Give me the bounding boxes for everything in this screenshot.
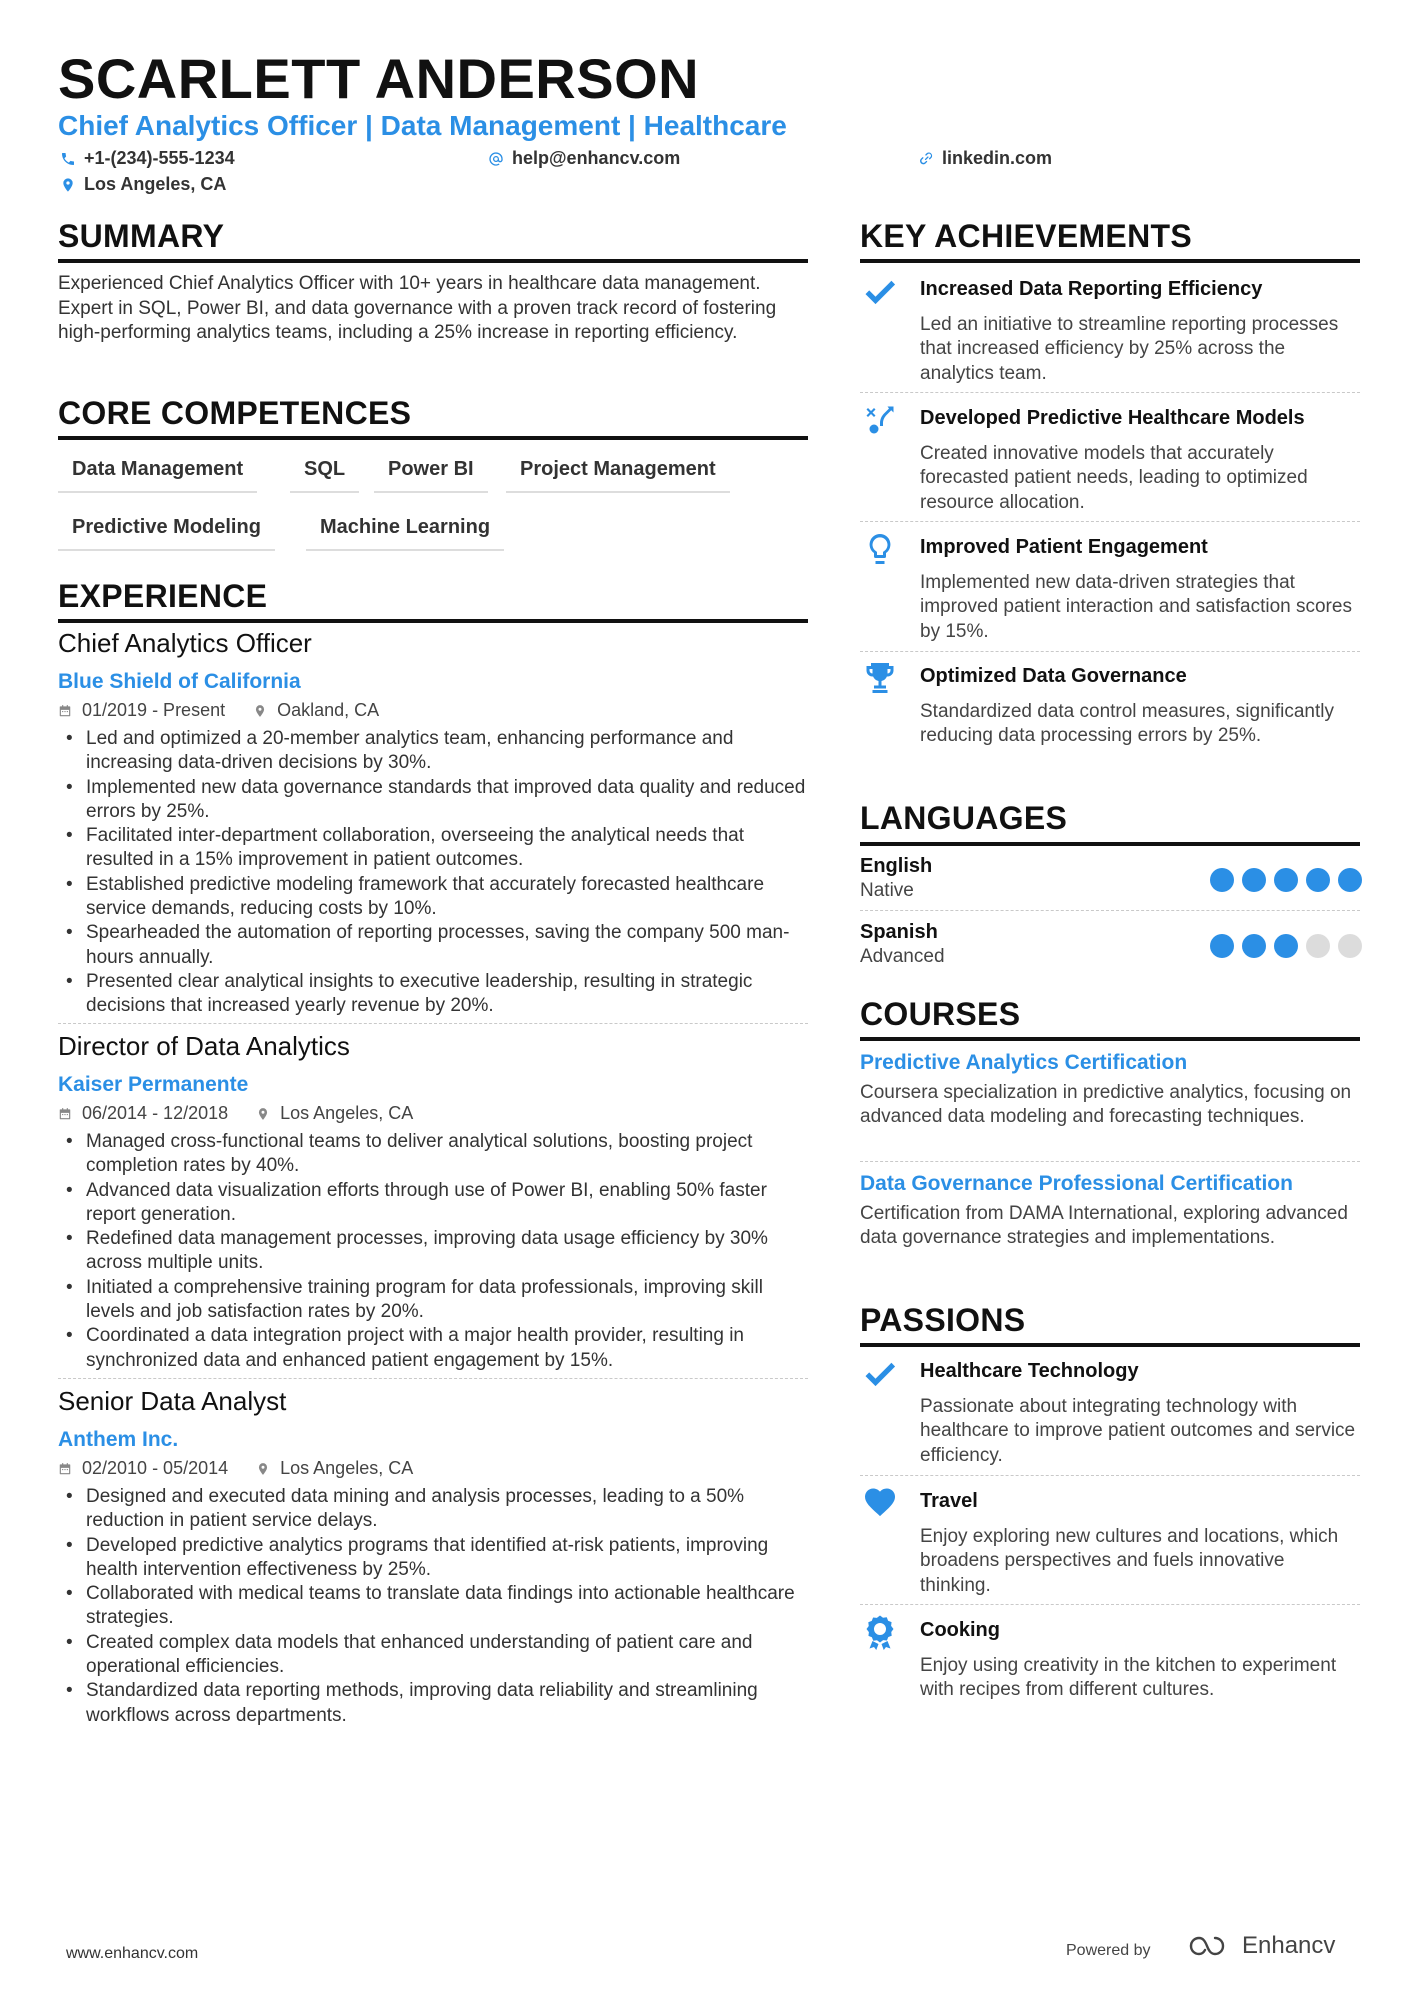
footer-website[interactable]: www.enhancv.com xyxy=(66,1945,199,1962)
list-item: • Established predictive modeling framework that accurately forecasted healthcare service demands, reducing costs by 10%. xyxy=(58,873,808,922)
list-item: • Created complex data models that enhanced understanding of patient care and operational efficiencies. xyxy=(58,1631,808,1680)
rating-dot-filled xyxy=(1210,868,1234,892)
list-item: • Designed and executed data mining and analysis processes, leading to a 50% reduction in patient service delays. xyxy=(58,1485,808,1534)
competence-tag: Data Management xyxy=(58,458,257,493)
heart-icon xyxy=(862,1484,898,1520)
experience-heading: EXPERIENCE xyxy=(58,578,268,614)
passion-desc: Passionate about integrating technology with healthcare to improve patient outcomes and service efficiency. xyxy=(920,1396,1356,1466)
location-pin-icon xyxy=(256,1107,270,1121)
summary-divider xyxy=(58,259,808,263)
achievement-desc: Created innovative models that accurately forecasted patient needs, leading to optimized resource allocation. xyxy=(920,443,1308,513)
list-item: • Spearheaded the automation of reporting processes, saving the company 500 man-hours annually. xyxy=(58,921,808,970)
award-ribbon-icon xyxy=(862,1614,898,1650)
competences-heading: CORE COMPETENCES xyxy=(58,395,412,431)
phone-text: +1-(234)-555-1234 xyxy=(84,148,235,168)
contact-phone xyxy=(60,148,235,169)
contact-location xyxy=(60,174,226,195)
rating-dot-filled xyxy=(1274,868,1298,892)
list-item: • Presented clear analytical insights to executive leadership, resulting in strategic decisions that increased yearly revenue by 20%. xyxy=(58,970,808,1019)
experience-divider xyxy=(58,619,808,623)
rating-dot-filled xyxy=(1338,868,1362,892)
contact-email[interactable] xyxy=(488,148,680,169)
list-item: • Implemented new data governance standards that improved data quality and reduced errors by 25%. xyxy=(58,776,808,825)
calendar-icon xyxy=(58,1107,72,1121)
passion-title: Healthcare Technology xyxy=(920,1360,1139,1382)
job-bullets xyxy=(58,1485,808,1728)
passion-desc: Enjoy using creativity in the kitchen to experiment with recipes from different cultures. xyxy=(920,1655,1337,1701)
location-pin-icon xyxy=(253,704,267,718)
footer-brand[interactable] xyxy=(1188,1932,1335,1960)
passion-separator xyxy=(860,1604,1360,1605)
candidate-name: SCARLETT ANDERSON xyxy=(58,47,700,110)
company-name: Anthem Inc. xyxy=(58,1428,179,1451)
course-separator xyxy=(860,1161,1360,1162)
job-bullets xyxy=(58,1130,808,1373)
footer-powered-by: Powered by xyxy=(1066,1942,1151,1959)
passions-divider xyxy=(860,1343,1360,1347)
location-pin-icon xyxy=(60,177,76,193)
competence-tag: Power BI xyxy=(374,458,488,493)
enhancv-logo-icon xyxy=(1188,1933,1234,1959)
location-pin-icon xyxy=(256,1462,270,1476)
checkmark-icon xyxy=(862,274,898,310)
language-separator xyxy=(860,910,1360,911)
email-text[interactable]: help@enhancv.com xyxy=(512,148,681,168)
list-item: • Coordinated a data integration project with a major health provider, resulting in synchronized data and enhanced patient engagement by 15%. xyxy=(58,1324,808,1373)
summary-text: Experienced Chief Analytics Officer with 10+ years in healthcare data management. Expert in SQL, Power BI, and data governance with a proven track record of fostering high-performing analytics teams, including a 25% increase in reporting efficiency. xyxy=(58,273,777,343)
list-item: • Advanced data visualization efforts through use of Power BI, enabling 50% faster report generation. xyxy=(58,1179,808,1228)
rating-dot-empty xyxy=(1338,934,1362,958)
company-name: Kaiser Permanente xyxy=(58,1073,249,1096)
contact-linkedin[interactable] xyxy=(918,148,1052,169)
job-title: Director of Data Analytics xyxy=(58,1031,350,1061)
language-rating xyxy=(1210,868,1362,892)
list-item: • Redefined data management processes, improving data usage efficiency by 30% across multiple units. xyxy=(58,1227,808,1276)
trophy-icon xyxy=(862,660,898,696)
language-name: Spanish xyxy=(860,921,938,943)
linkedin-text[interactable]: linkedin.com xyxy=(942,148,1053,168)
achievement-title: Developed Predictive Healthcare Models xyxy=(920,407,1305,429)
rating-dot-filled xyxy=(1306,868,1330,892)
competence-tag: SQL xyxy=(290,458,359,493)
job-meta xyxy=(58,1458,413,1479)
job-meta xyxy=(58,700,379,721)
passions-heading: PASSIONS xyxy=(860,1302,1026,1338)
rating-dot-empty xyxy=(1306,934,1330,958)
candidate-headline: Chief Analytics Officer | Data Management | Healthcare xyxy=(58,110,787,141)
brand-name: Enhancv xyxy=(1242,1932,1336,1959)
list-item: • Facilitated inter-department collaboration, overseeing the analytical needs that resulted in a 15% improvement in patient outcomes. xyxy=(58,824,808,873)
job-location: Los Angeles, CA xyxy=(280,1103,414,1123)
competence-tag: Predictive Modeling xyxy=(58,516,275,551)
company-name: Blue Shield of California xyxy=(58,670,301,693)
achievement-title: Increased Data Reporting Efficiency xyxy=(920,278,1263,300)
list-item: • Collaborated with medical teams to translate data findings into actionable healthcare strategies. xyxy=(58,1582,808,1631)
job-dates: 06/2014 - 12/2018 xyxy=(82,1103,229,1123)
competences-divider xyxy=(58,436,808,440)
checkmark-icon xyxy=(862,1356,898,1392)
achievements-divider xyxy=(860,259,1360,263)
lightbulb-icon xyxy=(862,531,898,567)
list-item: • Developed predictive analytics programs that identified at-risk patients, improving health intervention effectiveness by 25%. xyxy=(58,1534,808,1583)
job-location: Oakland, CA xyxy=(277,700,380,720)
rating-dot-filled xyxy=(1274,934,1298,958)
achievement-desc: Implemented new data-driven strategies that improved patient interaction and satisfaction scores by 15%. xyxy=(920,572,1352,642)
language-name: English xyxy=(860,855,933,877)
job-meta xyxy=(58,1103,413,1124)
passion-title: Travel xyxy=(920,1490,978,1512)
courses-divider xyxy=(860,1037,1360,1041)
passion-title: Cooking xyxy=(920,1619,1000,1641)
competence-tag: Project Management xyxy=(506,458,730,493)
link-icon xyxy=(918,151,934,167)
strategy-icon xyxy=(862,402,898,438)
languages-heading: LANGUAGES xyxy=(860,800,1068,836)
course-title: Predictive Analytics Certification xyxy=(860,1051,1188,1074)
phone-icon xyxy=(60,151,76,167)
job-title: Chief Analytics Officer xyxy=(58,628,312,658)
course-title: Data Governance Professional Certification xyxy=(860,1172,1293,1195)
job-location: Los Angeles, CA xyxy=(280,1458,414,1478)
achievement-title: Improved Patient Engagement xyxy=(920,536,1208,558)
location-text: Los Angeles, CA xyxy=(84,174,227,194)
course-desc: Coursera specialization in predictive analytics, focusing on advanced data modeling and forecasting techniques. xyxy=(860,1082,1352,1128)
list-item: • Initiated a comprehensive training program for data professionals, improving skill levels and job satisfaction rates by 20%. xyxy=(58,1276,808,1325)
job-title: Senior Data Analyst xyxy=(58,1386,287,1416)
achievement-title: Optimized Data Governance xyxy=(920,665,1187,687)
rating-dot-filled xyxy=(1242,868,1266,892)
at-sign-icon xyxy=(488,151,504,167)
job-separator xyxy=(58,1023,808,1024)
calendar-icon xyxy=(58,704,72,718)
list-item: • Managed cross-functional teams to deliver analytical solutions, boosting project completion rates by 40%. xyxy=(58,1130,808,1179)
achievement-separator xyxy=(860,392,1360,393)
job-separator xyxy=(58,1378,808,1379)
passion-desc: Enjoy exploring new cultures and locations, which broadens perspectives and fuels innovative thinking. xyxy=(920,1526,1339,1596)
course-desc: Certification from DAMA International, exploring advanced data governance strategies and implementations. xyxy=(860,1203,1348,1249)
language-rating xyxy=(1210,934,1362,958)
job-dates: 02/2010 - 05/2014 xyxy=(82,1458,229,1478)
rating-dot-filled xyxy=(1210,934,1234,958)
achievement-separator xyxy=(860,651,1360,652)
list-item: • Standardized data reporting methods, improving data reliability and streamlining workflows across departments. xyxy=(58,1679,808,1728)
achievements-heading: KEY ACHIEVEMENTS xyxy=(860,218,1192,254)
languages-divider xyxy=(860,842,1360,846)
list-item: • Led and optimized a 20-member analytics team, enhancing performance and increasing data-driven decisions by 30%. xyxy=(58,727,808,776)
achievement-desc: Led an initiative to streamline reporting processes that increased efficiency by 25% across the analytics team. xyxy=(920,314,1339,384)
courses-heading: COURSES xyxy=(860,996,1021,1032)
job-bullets xyxy=(58,727,808,1019)
job-dates: 01/2019 - Present xyxy=(82,700,226,720)
passion-separator xyxy=(860,1475,1360,1476)
language-level: Advanced xyxy=(860,946,945,967)
calendar-icon xyxy=(58,1462,72,1476)
summary-heading: SUMMARY xyxy=(58,218,225,254)
achievement-separator xyxy=(860,521,1360,522)
achievement-desc: Standardized data control measures, significantly reducing data processing errors by 25%. xyxy=(920,701,1335,747)
language-level: Native xyxy=(860,880,914,901)
competence-tag: Machine Learning xyxy=(306,516,504,551)
rating-dot-filled xyxy=(1242,934,1266,958)
